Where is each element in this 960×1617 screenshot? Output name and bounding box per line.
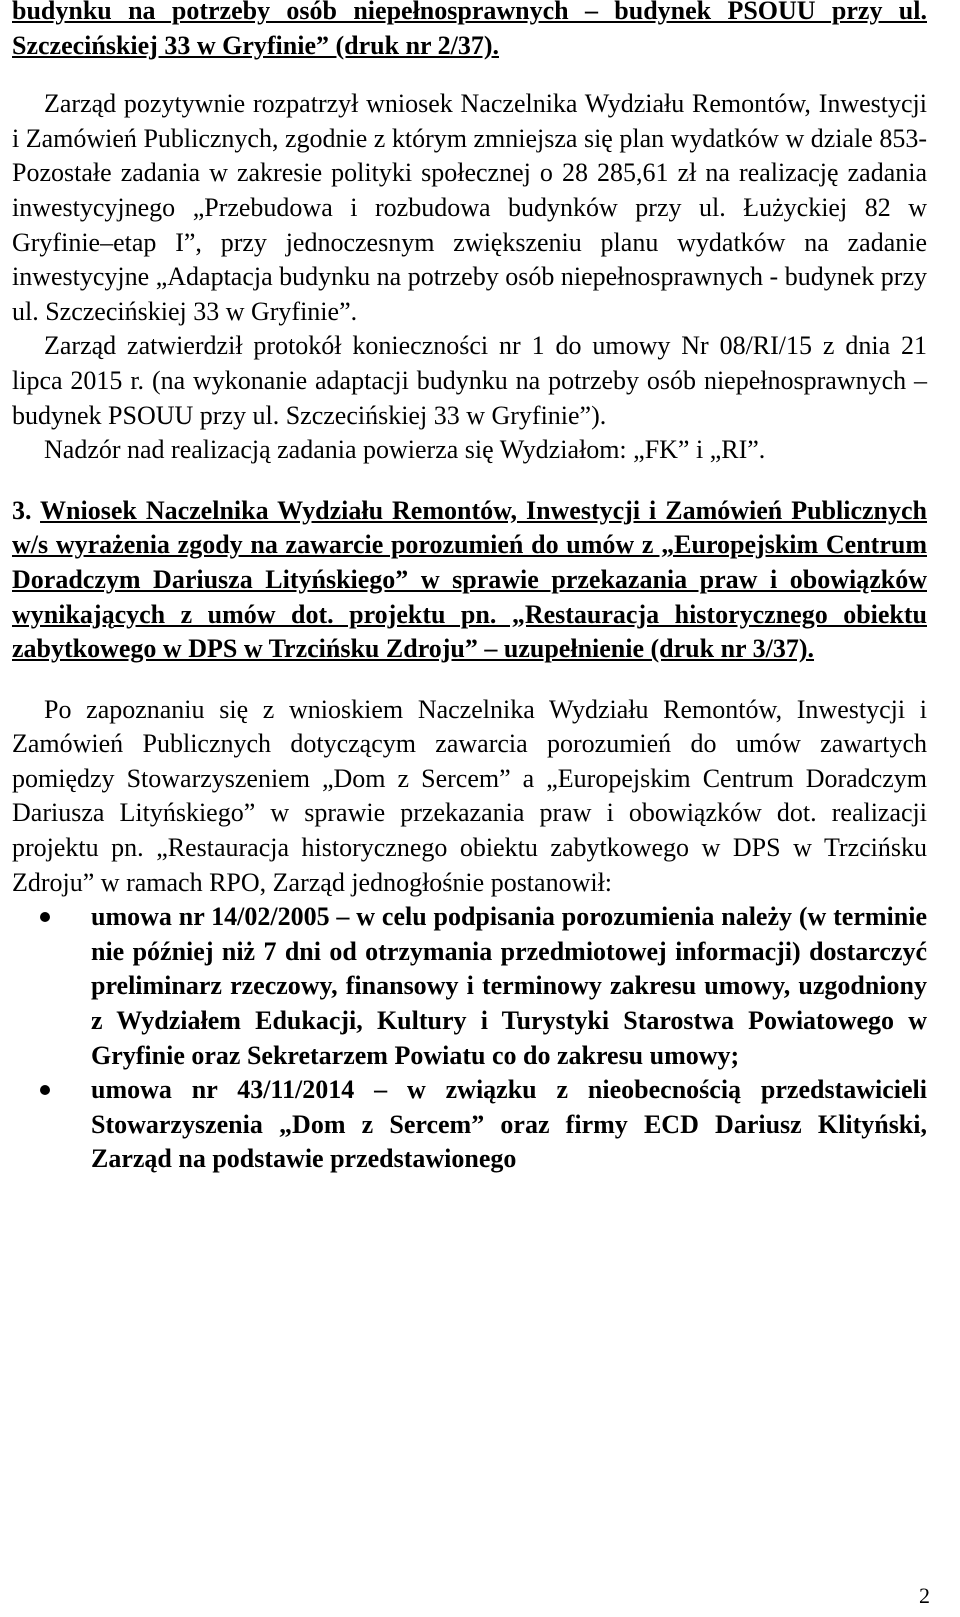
- intro-fragment: budynku na potrzeby osób niepełnosprawnych – budynek PSOUU przy ul. Szczecińskiej 33 w Gryfinie” (druk nr 2/37).: [12, 0, 927, 60]
- list-item-text: umowa nr 14/02/2005 – w celu podpisania porozumienia należy (w terminie nie później niż 7 dni od otrzymania przedmiotowej informacji) dostarczyć preliminarz rzeczowy, finansowy i terminowy zakresu umowy, uzgodniony z Wydziałem Edukacji, Kultury i Turystyki Starostwa Powiatowego w Gryfinie oraz Sekretarzem Powiatu co do zakresu umowy;: [91, 902, 927, 1070]
- paragraph-supervision: Nadzór nad realizacją zadania powierza się Wydziałom: „FK” i „RI”.: [44, 435, 766, 465]
- paragraph-protocol-approval: Zarząd zatwierdził protokół konieczności nr 1 do umowy Nr 08/RI/15 z dnia 21 lipca 2015 r. (na wykonanie adaptacji budynku na potrzeby osób niepełnosprawnych – budynek PSOUU przy ul. Szczecińskiej 33 w Gryfinie”).: [12, 331, 927, 430]
- page-number: 2: [919, 1583, 930, 1608]
- agenda-item-title: Wniosek Naczelnika Wydziału Remontów, Inwestycji i Zamówień Publicznych w/s wyrażenia zgody na zawarcie porozumień do umów z „Europejskim Centrum Doradczym Dariusza Lityńskiego” w sprawie przekazania praw i obowiązków wynikających z umów dot. projektu pn. „Restauracja historycznego obiektu zabytkowego w DPS w Trzcińsku Zdroju” – uzupełnienie (druk nr 3/37).: [12, 495, 928, 664]
- agenda-item-3: [12, 494, 927, 667]
- decision-list: [12, 900, 927, 1177]
- agenda-item-number: 3.: [12, 495, 32, 525]
- paragraph-budget-change: Zarząd pozytywnie rozpatrzył wniosek Naczelnika Wydziału Remontów, Inwestycji i Zamówień Publicznych, zgodnie z którym zmniejsza się plan wydatków w dziale 853-Pozostałe zadania w zakresie polityki społecznej o 28 285,61 zł na realizację zadania inwestycyjnego „Przebudowa i rozbudowa budynków przy ul. Łużyckiej 82 w Gryfinie–etap I”, przy jednoczesnym zwiększeniu planu wydatków na zadanie inwestycyjne „Adaptacja budynku na potrzeby osób niepełnosprawnych - budynek przy ul. Szczecińskiej 33 w Gryfinie”.: [12, 89, 927, 326]
- list-item: [12, 1073, 927, 1177]
- bullet-icon: [40, 1085, 50, 1095]
- list-item: [12, 900, 927, 1073]
- list-item-text: umowa nr 43/11/2014 – w związku z nieobecnością przedstawicieli Stowarzyszenia „Dom z Sercem” oraz firmy ECD Dariusz Klityński, Zarząd na podstawie przedstawionego: [91, 1075, 927, 1174]
- bullet-icon: [40, 912, 50, 922]
- document-page: [12, 0, 927, 1177]
- paragraph-decision: Po zapoznaniu się z wnioskiem Naczelnika Wydziału Remontów, Inwestycji i Zamówień Publicznych dotyczącym zawarcia porozumień do umów zawartych pomiędzy Stowarzyszeniem „Dom z Sercem” a „Europejskim Centrum Doradczym Dariusza Lityńskiego” w sprawie przekazania praw i obowiązków dot. realizacji projektu pn. „Restauracja historycznego obiektu zabytkowego w DPS w Trzcińsku Zdroju” w ramach RPO, Zarząd jednogłośnie postanowił:: [12, 694, 927, 897]
